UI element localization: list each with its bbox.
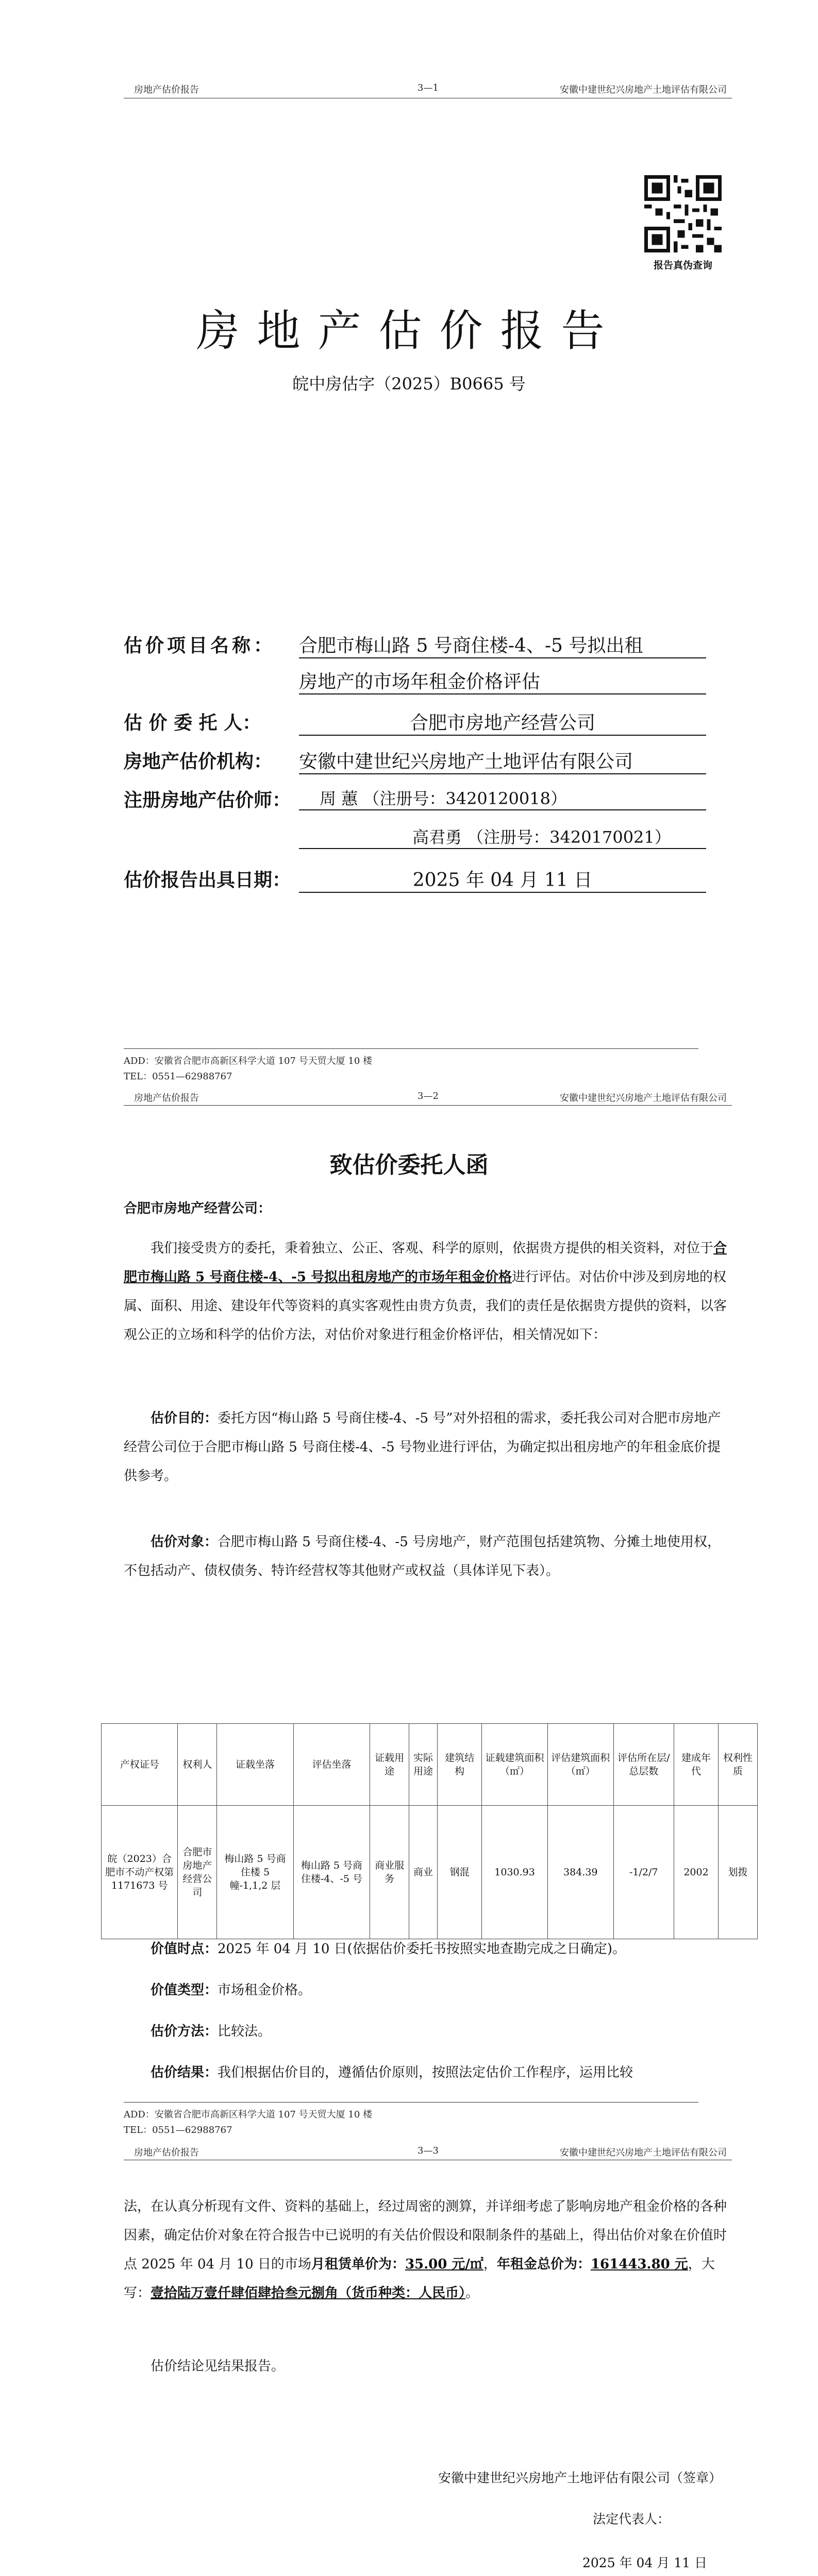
header-right: 安徽中建世纪兴房地产土地评估有限公司 bbox=[560, 1093, 727, 1104]
header-left: 房地产估价报告 bbox=[134, 84, 199, 95]
result-paragraph-continued: 法，在认真分析现有文件、资料的基础上，经过周密的测算，并详细考虑了影响房地产租金价格的各种因素，确定估价对象在符合报告中已说明的有关估价假设和限制条件的基础上，得出估价对象在价值时点 2025 年 04 月 10 日的市场月租赁单价为：35.00 元/㎡，年租金总价为：161443.80 元，大写：壹拾陆万壹仟肆佰肆拾叁元捌角（货币种类：人民币）。 bbox=[124, 2199, 727, 2301]
signer: 安徽中建世纪兴房地产土地评估有限公司（签章） bbox=[438, 2470, 722, 2485]
footer-divider bbox=[124, 1048, 698, 1049]
letter-paragraph-1: 我们接受贵方的委托，秉着独立、公正、客观、科学的原则，依据贵方提供的相关资料，对位于合肥市梅山路 5 号商住楼-4、-5 号拟出租房地产的市场年租金价格进行评估。对估价中涉及到房地的权属、面积、用途、建设年代等资料的真实客观性由贵方负责，我们的责任是依据贵方提供的资料，以客观公正的立场和科学的估价方法，对估价对象进行租金价格评估，相关情况如下： bbox=[124, 1241, 727, 1343]
table-header-cell: 证载用途 bbox=[370, 1724, 409, 1806]
appraiser-2: 高君勇 （注册号：3420170021） bbox=[299, 824, 706, 849]
report-title: 房地产估价报告 bbox=[196, 306, 622, 356]
header-right: 安徽中建世纪兴房地产土地评估有限公司 bbox=[560, 2147, 727, 2158]
footer-divider bbox=[124, 2102, 698, 2103]
table-header-cell: 实际用途 bbox=[409, 1724, 438, 1806]
object-paragraph: 估价对象：合肥市梅山路 5 号商住楼-4、-5 号房地产，财产范围包括建筑物、分摊土地使用权，不包括动产、债权债务、特许经营权等其他财产或权益（具体详见下表）。 bbox=[124, 1534, 721, 1579]
page-header bbox=[124, 2144, 732, 2159]
table-header-cell: 评估建筑面积（㎡） bbox=[547, 1724, 613, 1806]
sign-date: 2025 年 04 月 11 日 bbox=[582, 2555, 707, 2570]
table-header-cell: 建筑结构 bbox=[438, 1724, 482, 1806]
property-table bbox=[101, 1723, 758, 1939]
table-cell: 梅山路 5 号商住楼 5 幢-1,1,2 层 bbox=[217, 1806, 293, 1939]
date-value: 2025 年 04 月 11 日 bbox=[299, 866, 706, 893]
method-paragraph: 估价方法：比较法。 bbox=[151, 2024, 272, 2039]
value-type-paragraph: 价值类型：市场租金价格。 bbox=[151, 1982, 312, 1998]
purpose-paragraph: 估价目的：委托方因“梅山路 5 号商住楼-4、-5 号”对外招租的需求，委托我公司对合肥市房地产经营公司位于合肥市梅山路 5 号商住楼-4、-5 号物业进行评估，为确定拟出租房地产的年租金底价提供参考。 bbox=[124, 1411, 721, 1484]
table-header-cell: 证载坐落 bbox=[217, 1724, 293, 1806]
page-header bbox=[124, 81, 732, 96]
table-header-cell: 证载建筑面积（㎡） bbox=[482, 1724, 548, 1806]
header-page-no: 3—2 bbox=[418, 1091, 439, 1101]
qr-code-icon[interactable] bbox=[644, 175, 722, 252]
conclusion-paragraph: 估价结论见结果报告。 bbox=[151, 2359, 285, 2374]
table-cell: 2002 bbox=[674, 1806, 718, 1939]
table-cell: 皖（2023）合肥市不动产权第1171673 号 bbox=[102, 1806, 178, 1939]
header-left: 房地产估价报告 bbox=[134, 1093, 199, 1104]
report-number: 皖中房估字（2025）B0665 号 bbox=[292, 374, 526, 394]
table-cell: 384.39 bbox=[547, 1806, 613, 1939]
header-page-no: 3—1 bbox=[418, 82, 439, 93]
client-label: 估 价 委 托 人： bbox=[124, 712, 261, 734]
table-header-cell: 权利性质 bbox=[719, 1724, 758, 1806]
agency-label: 房地产估价机构： bbox=[124, 751, 273, 772]
qr-caption: 报告真伪查询 bbox=[653, 260, 712, 271]
appraiser-label: 注册房地产估价师： bbox=[124, 789, 291, 811]
footer-address: ADD：安徽省合肥市高新区科学大道 107 号天贸大厦 10 楼 bbox=[124, 2109, 373, 2120]
table-cell: 划拨 bbox=[719, 1806, 758, 1939]
header-right: 安徽中建世纪兴房地产土地评估有限公司 bbox=[560, 84, 727, 95]
table-header-row bbox=[102, 1724, 758, 1806]
value-date-paragraph: 价值时点：2025 年 04 月 10 日(依据估价委托书按照实地查勘完成之日确定)。 bbox=[151, 1941, 626, 1957]
footer bbox=[124, 2107, 372, 2138]
legal-representative: 法定代表人： bbox=[593, 2512, 671, 2527]
project-value-1: 合肥市梅山路 5 号商住楼-4、-5 号拟出租 bbox=[299, 631, 706, 658]
page-header bbox=[124, 1090, 732, 1104]
footer-tel: TEL：0551—62988767 bbox=[124, 1071, 232, 1082]
letter-salutation: 合肥市房地产经营公司： bbox=[124, 1201, 272, 1216]
table-header-cell: 权利人 bbox=[178, 1724, 217, 1806]
table-header-cell: 建成年代 bbox=[674, 1724, 718, 1806]
table-cell: 商业 bbox=[409, 1806, 438, 1939]
header-page-no: 3—3 bbox=[418, 2145, 439, 2156]
letter-title: 致估价委托人函 bbox=[329, 1152, 489, 1178]
date-label: 估价报告出具日期： bbox=[124, 869, 291, 891]
table-header-cell: 评估坐落 bbox=[293, 1724, 370, 1806]
project-label: 估价项目名称： bbox=[124, 635, 276, 656]
table-cell: -1/2/7 bbox=[613, 1806, 674, 1939]
appraiser-1: 周 蕙 （注册号：3420120018） bbox=[299, 786, 706, 810]
header-left: 房地产估价报告 bbox=[134, 2147, 199, 2158]
footer-tel: TEL：0551—62988767 bbox=[124, 2125, 232, 2136]
table-header-cell: 产权证号 bbox=[102, 1724, 178, 1806]
footer bbox=[124, 1054, 372, 1084]
table-cell: 合肥市房地产经营公司 bbox=[178, 1806, 217, 1939]
client-value: 合肥市房地产经营公司 bbox=[299, 708, 706, 736]
table-cell: 商业服务 bbox=[370, 1806, 409, 1939]
table-cell: 梅山路 5 号商住楼-4、-5 号 bbox=[293, 1806, 370, 1939]
footer-address: ADD：安徽省合肥市高新区科学大道 107 号天贸大厦 10 楼 bbox=[124, 1056, 373, 1066]
result-paragraph: 估价结果：我们根据估价目的，遵循估价原则，按照法定估价工作程序，运用比较 bbox=[151, 2065, 633, 2080]
table-cell: 1030.93 bbox=[482, 1806, 548, 1939]
project-value-2: 房地产的市场年租金价格评估 bbox=[299, 667, 706, 694]
header-divider bbox=[124, 1105, 732, 1106]
table-row bbox=[102, 1806, 758, 1939]
agency-value: 安徽中建世纪兴房地产土地评估有限公司 bbox=[299, 747, 706, 774]
table-cell: 钢混 bbox=[438, 1806, 482, 1939]
table-header-cell: 评估所在层/总层数 bbox=[613, 1724, 674, 1806]
